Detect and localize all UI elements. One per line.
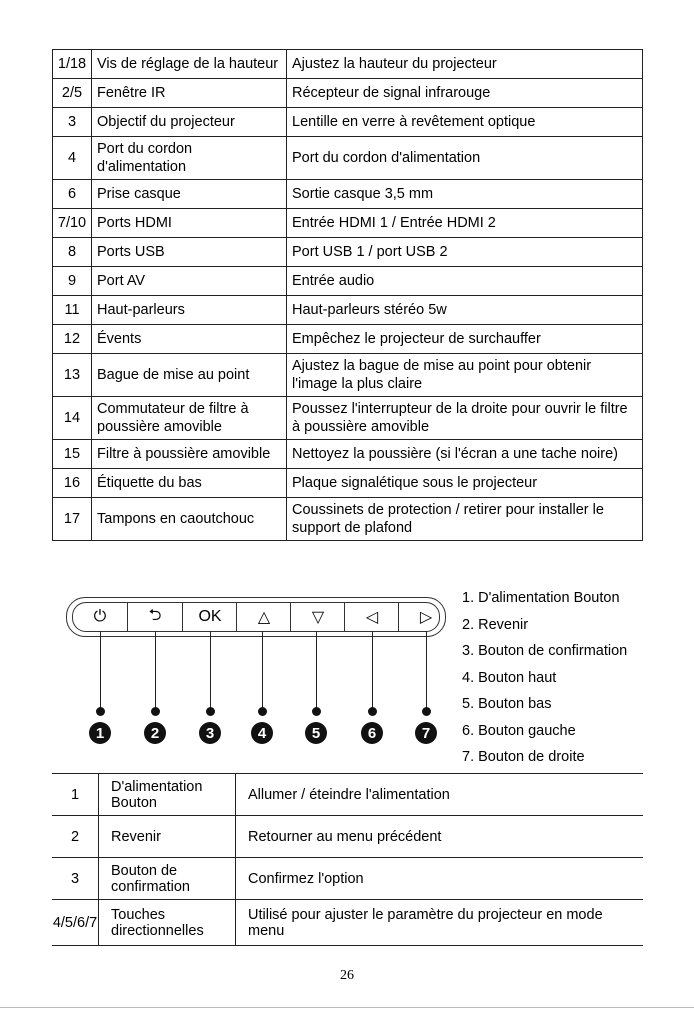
button-name: D'alimentation Bouton — [99, 774, 236, 816]
ok-key: OK — [182, 603, 237, 631]
down-triangle-icon: ▽ — [290, 603, 345, 631]
callout-line — [262, 631, 263, 711]
button-description: Utilisé pour ajuster le paramètre du projecteur en mode menu — [236, 900, 644, 946]
part-name: Vis de réglage de la hauteur — [92, 50, 287, 79]
parts-table-row — [53, 137, 643, 180]
part-name: Ports HDMI — [92, 209, 287, 238]
parts-table-row — [53, 469, 643, 498]
legend-item: 3. Bouton de confirmation — [462, 643, 628, 659]
callout-line — [100, 631, 101, 711]
part-name: Ports USB — [92, 238, 287, 267]
button-name: Revenir — [99, 816, 236, 858]
button-description: Allumer / éteindre l'alimentation — [236, 774, 644, 816]
legend-item: 1. D'alimentation Bouton — [462, 590, 620, 606]
part-description: Port USB 1 / port USB 2 — [287, 238, 643, 267]
keypad-diagram — [0, 585, 694, 770]
buttons-table-row — [52, 900, 643, 946]
parts-table-row — [53, 397, 643, 440]
part-name: Port du cordon d'alimentation — [92, 137, 287, 180]
part-description: Sortie casque 3,5 mm — [287, 180, 643, 209]
callout-dot — [96, 707, 105, 716]
part-number: 7/10 — [53, 209, 92, 238]
part-number: 14 — [53, 397, 92, 440]
callout-number: 6 — [361, 722, 383, 744]
callout-dot — [422, 707, 431, 716]
part-description: Coussinets de protection / retirer pour installer le support de plafond — [287, 498, 643, 541]
right-triangle-icon: ▷ — [398, 603, 453, 631]
callout-dot — [151, 707, 160, 716]
legend-item: 6. Bouton gauche — [462, 722, 576, 739]
buttons-table-row — [52, 816, 643, 858]
parts-table-row — [53, 296, 643, 325]
part-name: Fenêtre IR — [92, 79, 287, 108]
part-name: Commutateur de filtre à poussière amovible — [92, 397, 287, 440]
left-triangle-icon: ◁ — [344, 603, 399, 631]
part-number: 15 — [53, 440, 92, 469]
callout-number: 5 — [305, 722, 327, 744]
part-number: 11 — [53, 296, 92, 325]
parts-table-row — [53, 79, 643, 108]
callout-number: 2 — [144, 722, 166, 744]
part-name: Filtre à poussière amovible — [92, 440, 287, 469]
parts-table-row — [53, 209, 643, 238]
callout-number: 3 — [199, 722, 221, 744]
callout-line — [426, 631, 427, 711]
up-triangle-icon: △ — [236, 603, 291, 631]
buttons-table — [52, 773, 643, 946]
part-description: Empêchez le projecteur de surchauffer — [287, 325, 643, 354]
parts-table-row — [53, 325, 643, 354]
part-description: Poussez l'interrupteur de la droite pour ouvrir le filtre à poussière amovible — [287, 397, 643, 440]
part-description: Entrée HDMI 1 / Entrée HDMI 2 — [287, 209, 643, 238]
parts-table-row — [53, 238, 643, 267]
parts-table-row — [53, 498, 643, 541]
part-name: Tampons en caoutchouc — [92, 498, 287, 541]
button-number: 4/5/6/7 — [52, 900, 99, 946]
power-icon: ⏻ — [93, 608, 107, 625]
parts-table-row — [53, 108, 643, 137]
part-number: 6 — [53, 180, 92, 209]
part-description: Nettoyez la poussière (si l'écran a une tache noire) — [287, 440, 643, 469]
part-name: Port AV — [92, 267, 287, 296]
buttons-table-row — [52, 858, 643, 900]
button-number: 3 — [52, 858, 99, 900]
part-number: 17 — [53, 498, 92, 541]
part-description: Entrée audio — [287, 267, 643, 296]
legend-item: 7. Bouton de droite — [462, 749, 585, 765]
part-description: Ajustez la hauteur du projecteur — [287, 50, 643, 79]
callout-dot — [258, 707, 267, 716]
callout-line — [155, 631, 156, 711]
keypad-legend — [462, 585, 627, 771]
callout-dot — [368, 707, 377, 716]
callout-line — [210, 631, 211, 711]
part-description: Ajustez la bague de mise au point pour obtenir l'image la plus claire — [287, 354, 643, 397]
part-number: 12 — [53, 325, 92, 354]
part-description: Plaque signalétique sous le projecteur — [287, 469, 643, 498]
part-description: Port du cordon d'alimentation — [287, 137, 643, 180]
part-name: Étiquette du bas — [92, 469, 287, 498]
button-number: 1 — [52, 774, 99, 816]
callout-number: 7 — [415, 722, 437, 744]
part-description: Lentille en verre à revêtement optique — [287, 108, 643, 137]
button-name: Touches directionnelles — [99, 900, 236, 946]
part-name: Prise casque — [92, 180, 287, 209]
button-description: Confirmez l'option — [236, 858, 644, 900]
part-description: Haut-parleurs stéréo 5w — [287, 296, 643, 325]
part-name: Objectif du projecteur — [92, 108, 287, 137]
parts-table — [52, 49, 643, 541]
part-name: Bague de mise au point — [92, 354, 287, 397]
callout-number: 1 — [89, 722, 111, 744]
part-number: 13 — [53, 354, 92, 397]
part-description: Récepteur de signal infrarouge — [287, 79, 643, 108]
legend-item: 4. Bouton haut — [462, 669, 557, 686]
parts-table-row — [53, 50, 643, 79]
legend-item: 2. Revenir — [462, 616, 529, 633]
parts-table-row — [53, 354, 643, 397]
legend-item: 5. Bouton bas — [462, 696, 552, 712]
part-number: 9 — [53, 267, 92, 296]
callout-dot — [206, 707, 215, 716]
part-number: 1/18 — [53, 50, 92, 79]
part-number: 4 — [53, 137, 92, 180]
page-number: 26 — [340, 968, 354, 983]
callout-line — [372, 631, 373, 711]
button-number: 2 — [52, 816, 99, 858]
parts-table-row — [53, 267, 643, 296]
parts-table-row — [53, 180, 643, 209]
part-number: 3 — [53, 108, 92, 137]
callout-dot — [312, 707, 321, 716]
footer-rule — [0, 1007, 694, 1008]
parts-table-row — [53, 440, 643, 469]
part-number: 16 — [53, 469, 92, 498]
return-icon: ⮌ — [127, 603, 182, 631]
part-number: 2/5 — [53, 79, 92, 108]
callout-number: 4 — [251, 722, 273, 744]
button-description: Retourner au menu précédent — [236, 816, 644, 858]
buttons-table-row — [52, 774, 643, 816]
part-number: 8 — [53, 238, 92, 267]
part-name: Évents — [92, 325, 287, 354]
part-name: Haut-parleurs — [92, 296, 287, 325]
callout-line — [316, 631, 317, 711]
button-name: Bouton de confirmation — [99, 858, 236, 900]
